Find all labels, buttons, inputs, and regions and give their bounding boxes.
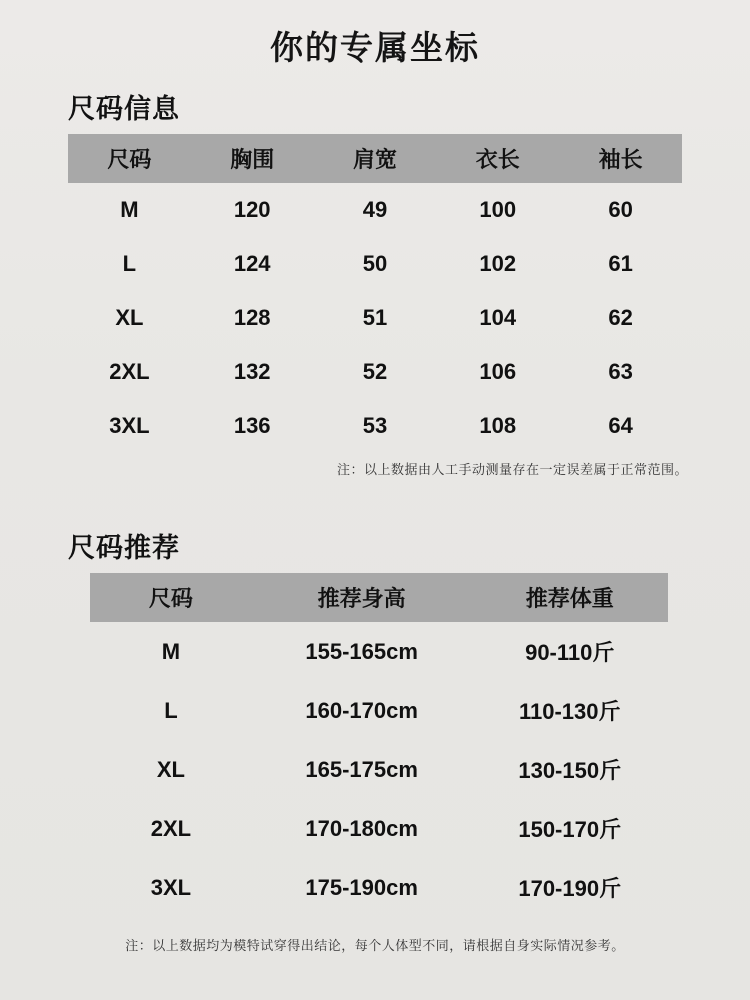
cell-weight: 110-130斤 [518,699,621,724]
cell-size: M [161,638,181,664]
column-header-height: 推荐身高 [252,573,472,622]
cell-shoulder: 53 [362,413,388,438]
cell-shoulder: 50 [362,251,388,276]
cell-shoulder: 51 [362,305,388,330]
cell-height: 170-180cm [305,815,418,841]
cell-bust: 128 [233,305,271,330]
cell-shoulder: 52 [362,359,388,384]
column-header-weight: 推荐体重 [471,573,668,622]
column-header-size: 尺码 [68,134,191,183]
cell-size: XL [115,305,144,330]
size-recommend-heading: 尺码推荐 [68,533,180,563]
cell-bust: 136 [233,413,271,438]
cell-size: 3XL [150,874,192,900]
cell-height: 155-165cm [305,638,418,664]
cell-height: 165-175cm [305,756,418,782]
size-recommend-table [90,573,668,917]
table-row [68,399,682,453]
cell-sleeve: 63 [608,359,633,384]
column-header-sleeve: 袖长 [559,134,682,183]
table-header-row [68,134,682,183]
table-header-row [90,573,668,622]
page-title: 你的专属坐标 [270,29,480,66]
cell-sleeve: 61 [608,251,633,276]
column-header-length: 衣长 [436,134,559,183]
cell-height: 160-170cm [305,697,418,723]
cell-size: 3XL [109,413,150,438]
cell-size: L [122,251,137,276]
table-row [68,291,682,345]
cell-length: 100 [479,197,517,222]
cell-height: 175-190cm [305,874,418,900]
table-row [90,622,668,681]
cell-weight: 150-170斤 [518,817,622,842]
cell-bust: 124 [233,251,271,276]
table-row [90,799,668,858]
cell-size: 2XL [150,815,192,841]
cell-weight: 90-110斤 [525,640,615,665]
size-info-note: 注：以上数据由人工手动测量存在一定误差属于正常范围。 [336,462,688,477]
table-row [68,345,682,399]
cell-sleeve: 62 [608,305,633,330]
cell-length: 108 [479,413,517,438]
table-row [90,858,668,917]
cell-shoulder: 49 [362,197,388,222]
cell-size: XL [156,756,185,782]
table-row [68,183,682,237]
size-info-section [0,87,750,478]
column-header-bust: 胸围 [191,134,314,183]
cell-weight: 130-150斤 [518,758,622,783]
cell-bust: 132 [233,359,271,384]
cell-sleeve: 60 [608,197,633,222]
cell-length: 104 [479,305,517,330]
cell-length: 102 [479,251,517,276]
table-row [90,681,668,740]
cell-length: 106 [479,359,517,384]
column-header-size: 尺码 [90,573,252,622]
cell-weight: 170-190斤 [518,876,622,901]
cell-size: L [164,697,178,723]
table-row [68,237,682,291]
cell-bust: 120 [233,197,271,222]
table-row [90,740,668,799]
cell-size: M [120,197,139,222]
column-header-shoulder: 肩宽 [314,134,437,183]
cell-size: 2XL [109,359,150,384]
size-info-heading: 尺码信息 [68,94,180,124]
cell-sleeve: 64 [608,413,633,438]
size-info-table [68,134,682,453]
size-recommend-note: 注：以上数据均为模特试穿得出结论，每个人体型不同，请根据自身实际情况参考。 [125,938,625,953]
size-recommend-section [0,526,750,954]
